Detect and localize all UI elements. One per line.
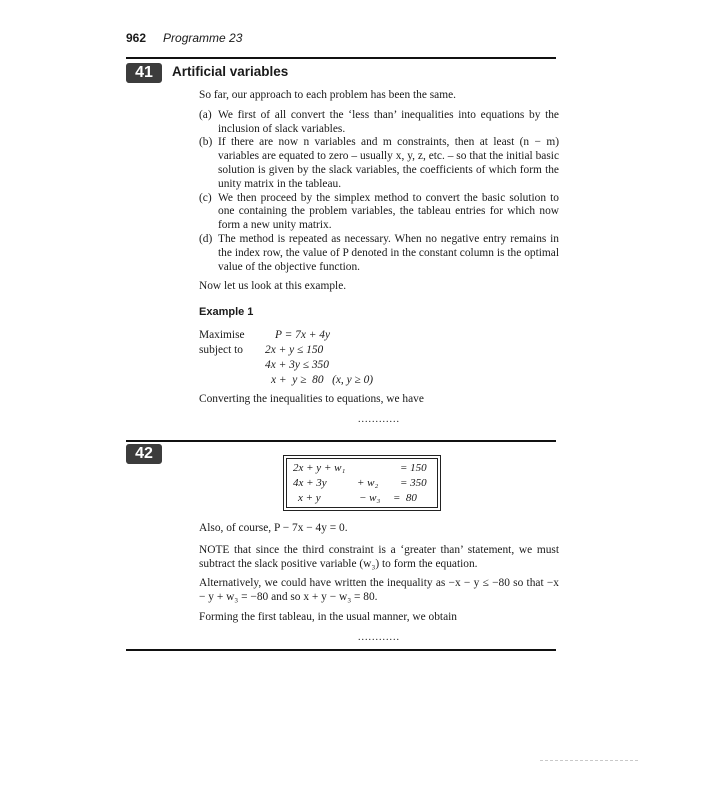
subject-to-label: subject to	[199, 343, 243, 356]
method-step: (d) The method is repeated as necessary. When no negative entry remains in the index row, the value of P denoted in the constant column is the optimal value of the objective function.	[199, 232, 559, 273]
equation-row: 4x + 3y + w₂ = 350	[293, 477, 427, 489]
page-number: 962	[126, 31, 147, 45]
note-paragraph: NOTE that since the third constraint is a ‘greater than’ statement, we must subtract the slack positive variable (w₃) to form the equation.	[199, 543, 559, 570]
footer-dash-line	[540, 760, 638, 761]
frame-42-top-rule	[126, 440, 556, 442]
forming-paragraph: Forming the first tableau, in the usual manner, we obtain	[199, 610, 457, 623]
lead-paragraph: Now let us look at this example.	[199, 280, 347, 293]
equation-row: x + y − w₃ = 80	[298, 492, 417, 504]
programme-title: Programme 23	[163, 31, 243, 45]
conversion-paragraph: Converting the inequalities to equations, we have	[199, 392, 424, 405]
frame-42-badge: 42	[126, 444, 162, 464]
section-title: Artificial variables	[172, 64, 289, 79]
method-step: (c) We then proceed by the simplex method to convert the basic solution to one containing the problem variables, the tableau entries for which now form a new unity matrix.	[199, 191, 559, 232]
method-steps-list	[199, 109, 559, 275]
example-heading: Example 1	[199, 306, 254, 319]
page-header	[126, 31, 242, 46]
alternatively-paragraph: Alternatively, we could have written the inequality as −x − y ≤ −80 so that −x − y + w₃ = −80 and so x + y − w₃ = 80.	[199, 577, 559, 604]
frame-41-badge: 41	[126, 63, 162, 83]
method-step: (b) If there are now n variables and m constraints, then at least (n − m) variables are equated to zero – usually x, y, z, etc. – so that the initial basic solution is given by the slack variables, the coefficients of which form the unity matrix in the tableau.	[199, 136, 559, 190]
optimisation-problem	[199, 328, 499, 388]
intro-paragraph: So far, our approach to each problem has been the same.	[199, 89, 457, 101]
constraint: 4x + 3y ≤ 350	[265, 358, 329, 371]
equation-box-inner	[286, 458, 438, 508]
continuation-dots: ............	[358, 631, 400, 643]
frame-42-body	[199, 522, 559, 645]
equation-row: 2x + y + w₁ = 150	[293, 462, 427, 474]
frame-41-top-rule	[126, 57, 556, 59]
method-step: (a) We first of all convert the ‘less than’ inequalities into equations by the inclusion of slack variables.	[199, 108, 559, 135]
maximise-label: Maximise	[199, 328, 245, 341]
objective-function: P = 7x + 4y	[275, 328, 331, 341]
also-paragraph: Also, of course, P − 7x − 4y = 0.	[199, 522, 348, 534]
constraint: 2x + y ≤ 150	[265, 343, 324, 356]
frame-42-bottom-rule	[126, 649, 556, 651]
constraint: x + y ≥ 80 (x, y ≥ 0)	[271, 373, 374, 386]
equation-box	[283, 455, 441, 511]
frame-41-body	[199, 89, 559, 427]
continuation-dots: ............	[358, 413, 400, 425]
